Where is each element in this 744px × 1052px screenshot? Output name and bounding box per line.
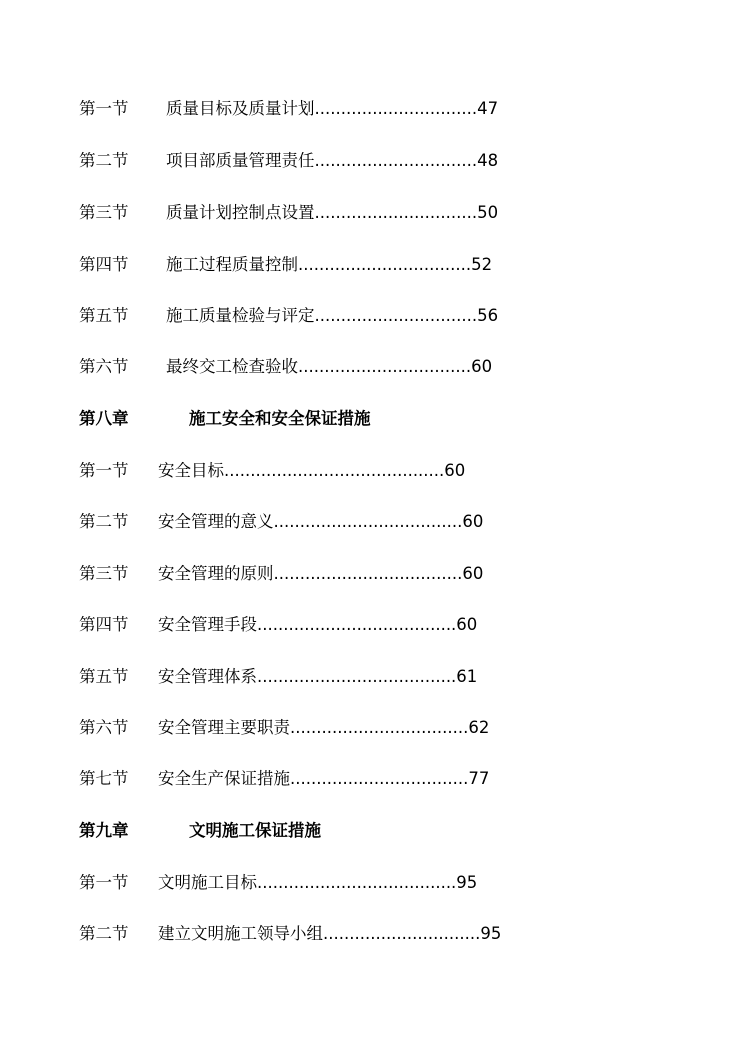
section-title: 施工过程质量控制.................................52	[166, 255, 493, 274]
section-number: 第六节	[79, 718, 129, 737]
section-number: 第三节	[79, 203, 129, 222]
section-title: 安全管理的意义....................................60	[158, 512, 484, 531]
section-title: 质量计划控制点设置...............................50	[166, 203, 499, 222]
section-number: 第一节	[79, 873, 129, 892]
section-title: 安全管理体系......................................61	[158, 667, 478, 686]
section-number: 第二节	[79, 512, 129, 531]
section-title: 安全目标..........................................60	[158, 461, 466, 480]
section-number: 第三节	[79, 564, 129, 583]
section-number: 第二节	[79, 924, 129, 943]
section-number: 第四节	[79, 615, 129, 634]
section-number: 第一节	[79, 461, 129, 480]
chapter-title: 文明施工保证措施	[189, 821, 321, 840]
section-title: 安全管理手段......................................60	[158, 615, 478, 634]
section-number: 第五节	[79, 306, 129, 325]
section-title: 质量目标及质量计划...............................47	[166, 99, 499, 118]
section-number: 第四节	[79, 255, 129, 274]
section-title: 最终交工检查验收.................................60	[166, 357, 493, 376]
section-number: 第七节	[79, 769, 129, 788]
section-title: 安全管理的原则....................................60	[158, 564, 484, 583]
section-number: 第五节	[79, 667, 129, 686]
chapter-number: 第八章	[79, 409, 129, 428]
section-title: 施工质量检验与评定...............................56	[166, 306, 499, 325]
chapter-number: 第九章	[79, 821, 129, 840]
section-number: 第六节	[79, 357, 129, 376]
section-title: 文明施工目标......................................95	[158, 873, 478, 892]
section-title: 项目部质量管理责任...............................48	[166, 151, 499, 170]
section-title: 安全生产保证措施..................................77	[158, 769, 490, 788]
section-title: 建立文明施工领导小组..............................95	[158, 924, 502, 943]
chapter-title: 施工安全和安全保证措施	[189, 409, 371, 428]
section-number: 第一节	[79, 99, 129, 118]
section-number: 第二节	[79, 151, 129, 170]
section-title: 安全管理主要职责..................................62	[158, 718, 490, 737]
